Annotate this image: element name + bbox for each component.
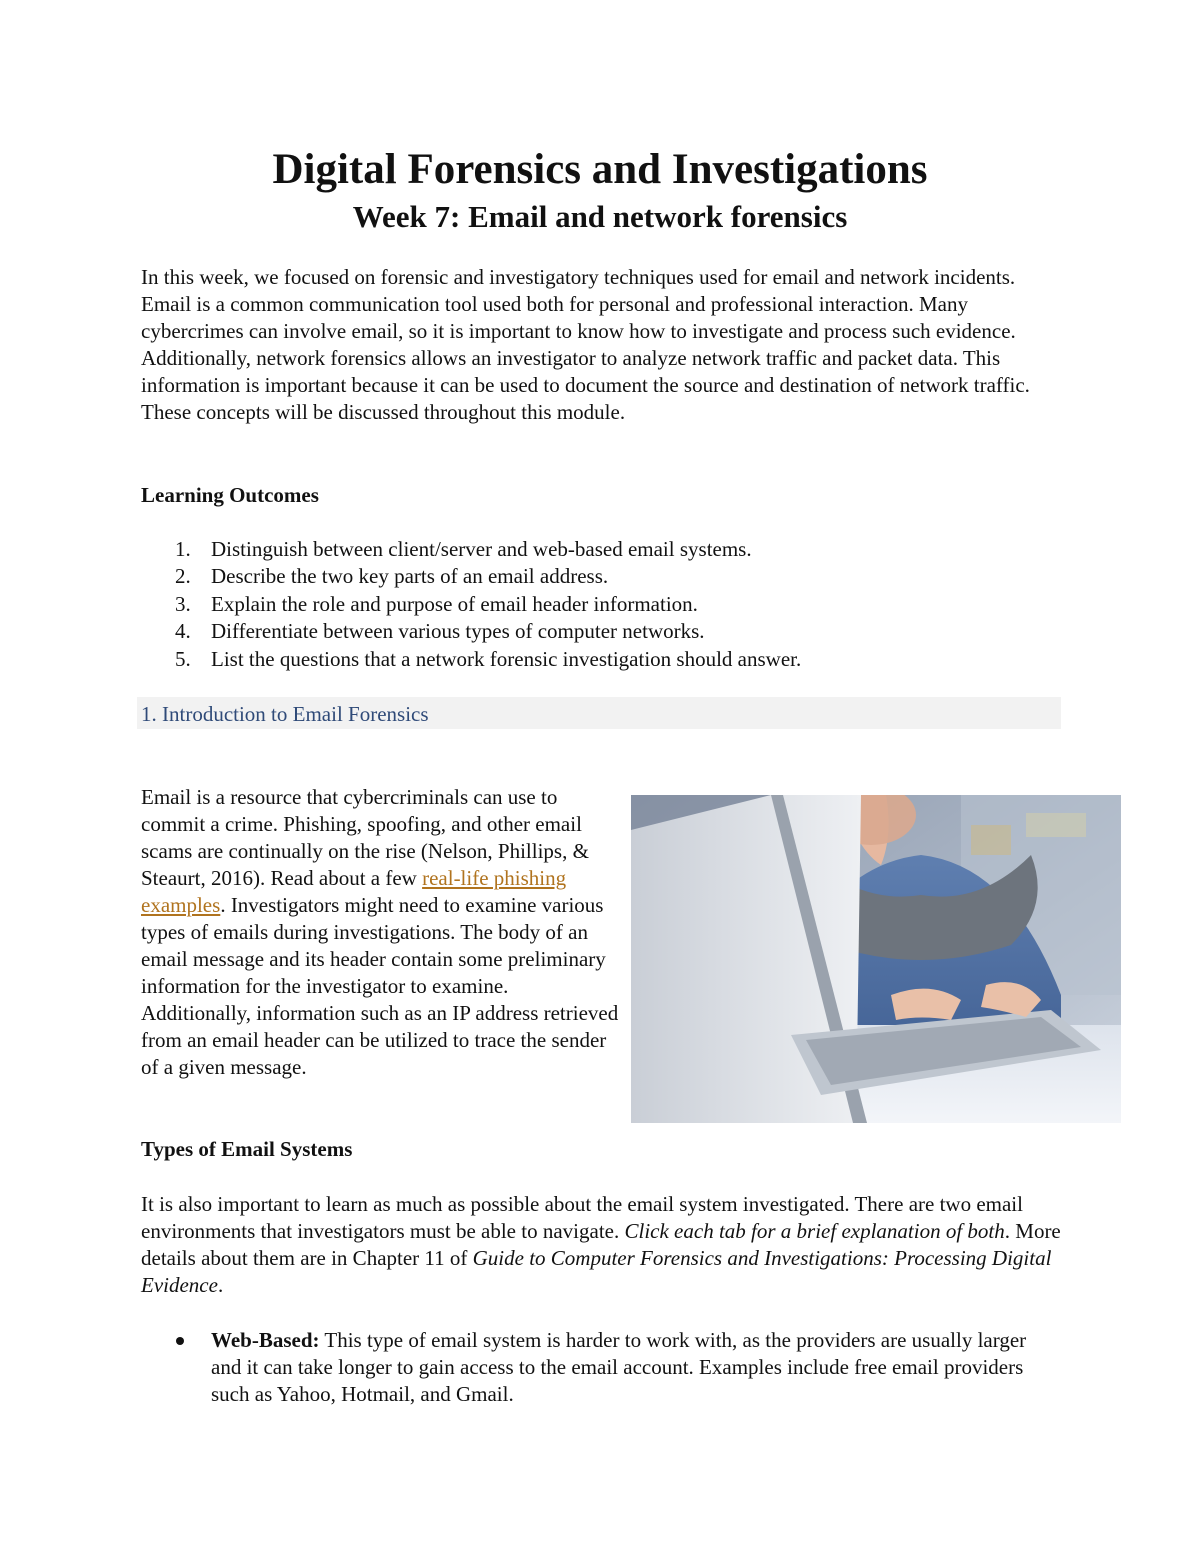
tab-instruction-text: Click each tab for a brief explanation of both [624,1219,1005,1243]
list-item [141,536,1041,563]
list-item [141,1327,1041,1408]
list-number: 2. [175,564,191,589]
list-item-text: Describe the two key parts of an email address. [211,564,609,589]
email-intro-text: Email is a resource that cybercriminals can use to commit a crime. Phishing, spoofing, and other email scams are continually on the rise (Nelson, Phillips, & Steaurt, 2016). Read about a few [141,785,589,890]
email-systems-paragraph [141,1191,1061,1299]
email-systems-list [141,1327,1041,1408]
email-systems-text: . More details about them are in Chapter 11 of [141,1219,1061,1270]
list-number: 3. [175,591,191,616]
list-item-text: Differentiate between various types of computer networks. [211,619,705,644]
person-at-laptop-photo [631,795,1121,1123]
section-title: 1. Introduction to Email Forensics [141,702,429,726]
list-item-text: This type of email system is harder to work with, as the providers are usually larger and it can take longer to gain access to the email account. Examples include free email providers such as Yahoo, Hotmail, and Gmail. [211,1328,1027,1406]
email-systems-text: . [217,1273,224,1297]
list-item [141,618,1041,645]
learning-outcomes-heading: Learning Outcomes [141,483,319,507]
email-systems-text: It is also important to learn as much as possible about the email system investigated. There are two email environments that investigators must be able to navigate. [141,1192,1023,1243]
email-intro-text-continued: . Investigators might need to examine various types of emails during investigations. The body of an email message and its header contain some preliminary information for the investigator to examine. Additionally, information such as an IP address retrieved from an email header can be utilized to trace the sender of a given message. [141,893,619,1079]
list-item-text: Explain the role and purpose of email header information. [211,591,698,616]
list-number: 4. [175,619,191,644]
list-item [141,646,1041,673]
list-item-label: Web-Based: [211,1328,320,1352]
email-systems-heading: Types of Email Systems [141,1137,353,1161]
list-number: 1. [175,537,191,561]
bullet-icon [176,1337,184,1345]
document-title: Digital Forensics and Investigations [272,146,928,193]
phishing-examples-link[interactable]: real-life phishing examples [141,866,567,917]
learning-outcomes-list [141,536,1041,673]
intro-paragraph: In this week, we focused on forensic and investigatory techniques used for email and network incidents. Email is a common communication tool used both for personal and professional interaction. Many cybercrimes can involve email, so it is important to know how to investigate and process such evidence. Additionally, network forensics allows an investigator to analyze network traffic and packet data. This information is important because it can be used to document the source and destination of network traffic. These concepts will be discussed throughout this module. [141,265,1030,424]
book-title: Guide to Computer Forensics and Investigations: Processing Digital Evidence [141,1246,1052,1297]
document-subtitle: Week 7: Email and network forensics [352,199,848,234]
list-item-text: List the questions that a network forensic investigation should answer. [211,646,802,671]
email-intro-paragraph [141,784,621,1081]
section-header-bar [137,697,1061,729]
list-item [141,563,1041,590]
list-number: 5. [175,646,191,671]
list-item [141,591,1041,618]
list-item-text: Distinguish between client/server and web-based email systems. [211,537,752,561]
